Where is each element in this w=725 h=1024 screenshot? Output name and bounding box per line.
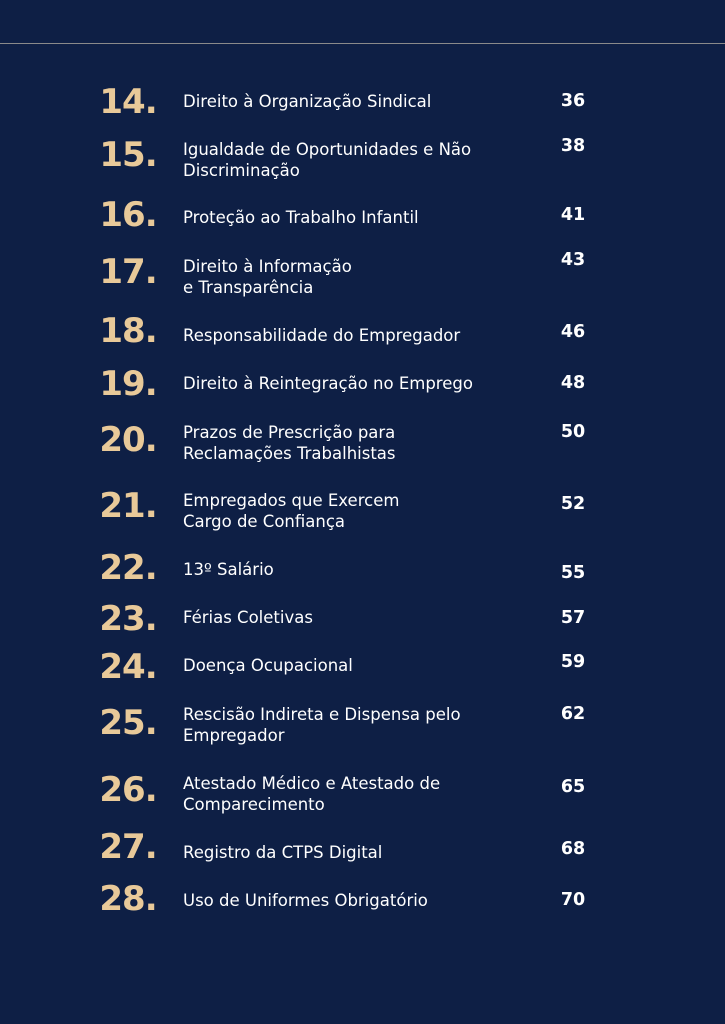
entry-page: 57: [560, 608, 586, 628]
entry-page: 36: [560, 91, 586, 111]
entry-title: Uso de Uniformes Obrigatório: [183, 891, 428, 910]
entry-page: 65: [560, 777, 586, 797]
entry-page: 48: [560, 373, 586, 393]
entry-title: 13º Salário: [183, 560, 274, 579]
entry-page: 59: [560, 652, 586, 672]
entry-title: Atestado Médico e Atestado de Comparecimento: [183, 774, 441, 814]
entry-title: Registro da CTPS Digital: [183, 843, 383, 862]
entry-title: Rescisão Indireta e Dispensa pelo Empregador: [183, 705, 461, 745]
entry-number: 19.: [99, 364, 157, 404]
entry-title: Férias Coletivas: [183, 608, 313, 627]
entry-page: 46: [560, 322, 586, 342]
entry-number: 20.: [99, 420, 157, 460]
entry-number: 15.: [99, 135, 157, 175]
entry-page: 38: [560, 136, 586, 156]
entry-number: 14.: [99, 82, 157, 122]
entry-page: 50: [560, 422, 586, 442]
entry-page: 70: [560, 890, 586, 910]
entry-title: Direito à Organização Sindical: [183, 92, 432, 111]
entry-page: 41: [560, 205, 586, 225]
entry-number: 22.: [99, 548, 157, 588]
entry-page: 62: [560, 704, 586, 724]
entry-page: 55: [560, 563, 586, 583]
entry-number: 18.: [99, 311, 157, 351]
entry-title: Prazos de Prescrição para Reclamações Trabalhistas: [183, 423, 396, 463]
entry-number: 28.: [99, 879, 157, 919]
entry-title: Empregados que Exercem Cargo de Confiança: [183, 491, 400, 531]
entry-title: Direito à Reintegração no Emprego: [183, 374, 473, 393]
entry-page: 43: [560, 250, 586, 270]
entry-title: Responsabilidade do Empregador: [183, 326, 461, 345]
entry-number: 25.: [99, 703, 157, 743]
entry-number: 23.: [99, 599, 157, 639]
entry-number: 26.: [99, 770, 157, 810]
entry-number: 17.: [99, 252, 157, 292]
entry-title: Direito à Informação e Transparência: [183, 257, 352, 297]
entry-page: 68: [560, 839, 586, 859]
entry-number: 21.: [99, 486, 157, 526]
entry-number: 27.: [99, 827, 157, 867]
entry-title: Proteção ao Trabalho Infantil: [183, 208, 419, 227]
entry-number: 24.: [99, 647, 157, 687]
entry-page: 52: [560, 494, 586, 514]
entry-title: Igualdade de Oportunidades e Não Discriminação: [183, 140, 472, 180]
entry-title: Doença Ocupacional: [183, 656, 353, 675]
entry-number: 16.: [99, 195, 157, 235]
